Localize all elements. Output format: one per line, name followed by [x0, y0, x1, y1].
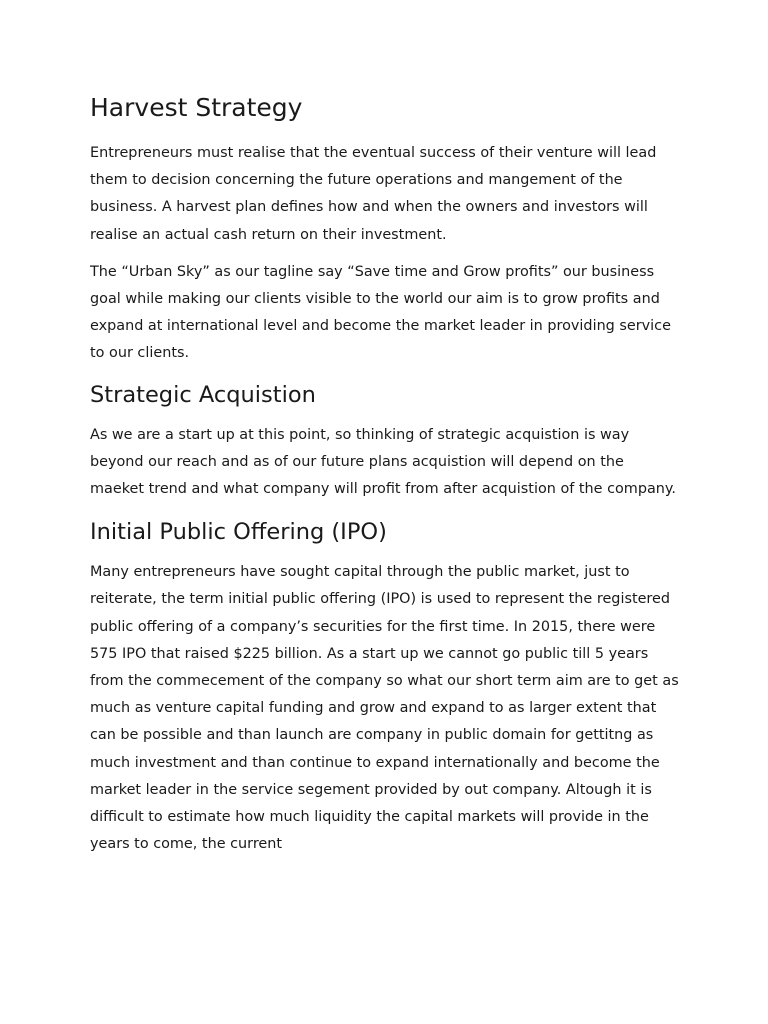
paragraph-ipo: Many entrepreneurs have sought capital through the public market, just to reiterate, the term initial public offering (IPO) is used to represent the registered public offering of a company’s securities for the first time. In 2015, there were 575 IPO that raised $225 billion. As a start up we cannot go public till 5 years from the commecement of the company so what our short term aim are to get as much as venture capital funding and grow and expand to as larger extent that can be possible and than launch are company in public domain for gettitng as much investment and than continue to expand internationally and become the market leader in the service segement provided by out company. Altough it is difficult to estimate how much liquidity the capital markets will provide in the years to come, the current — [90, 564, 679, 853]
paragraph-strategic-acquisition: As we are a start up at this point, so thinking of strategic acquistion is way beyond our reach and as of our future plans acquistion will depend on the maeket trend and what company will profit from after acquistion of the company. — [90, 426, 676, 498]
heading-strategic-acquisition: Strategic Acquistion — [90, 381, 316, 408]
document-page — [90, 88, 682, 868]
paragraph-harvest-intro: Entrepreneurs must realise that the eventual success of their venture will lead them to decision concerning the future operations and mangement of the business. A harvest plan defines how and when the owners and investors will realise an actual cash return on their investment. — [90, 145, 657, 243]
paragraph-urban-sky: The “Urban Sky” as our tagline say “Save time and Grow profits” our business goal while making our clients visible to the world our aim is to grow profits and expand at international level and become the market leader in providing service to our clients. — [90, 263, 671, 362]
heading-harvest-strategy: Harvest Strategy — [90, 93, 303, 122]
heading-ipo: Initial Public Offering (IPO) — [90, 519, 387, 546]
